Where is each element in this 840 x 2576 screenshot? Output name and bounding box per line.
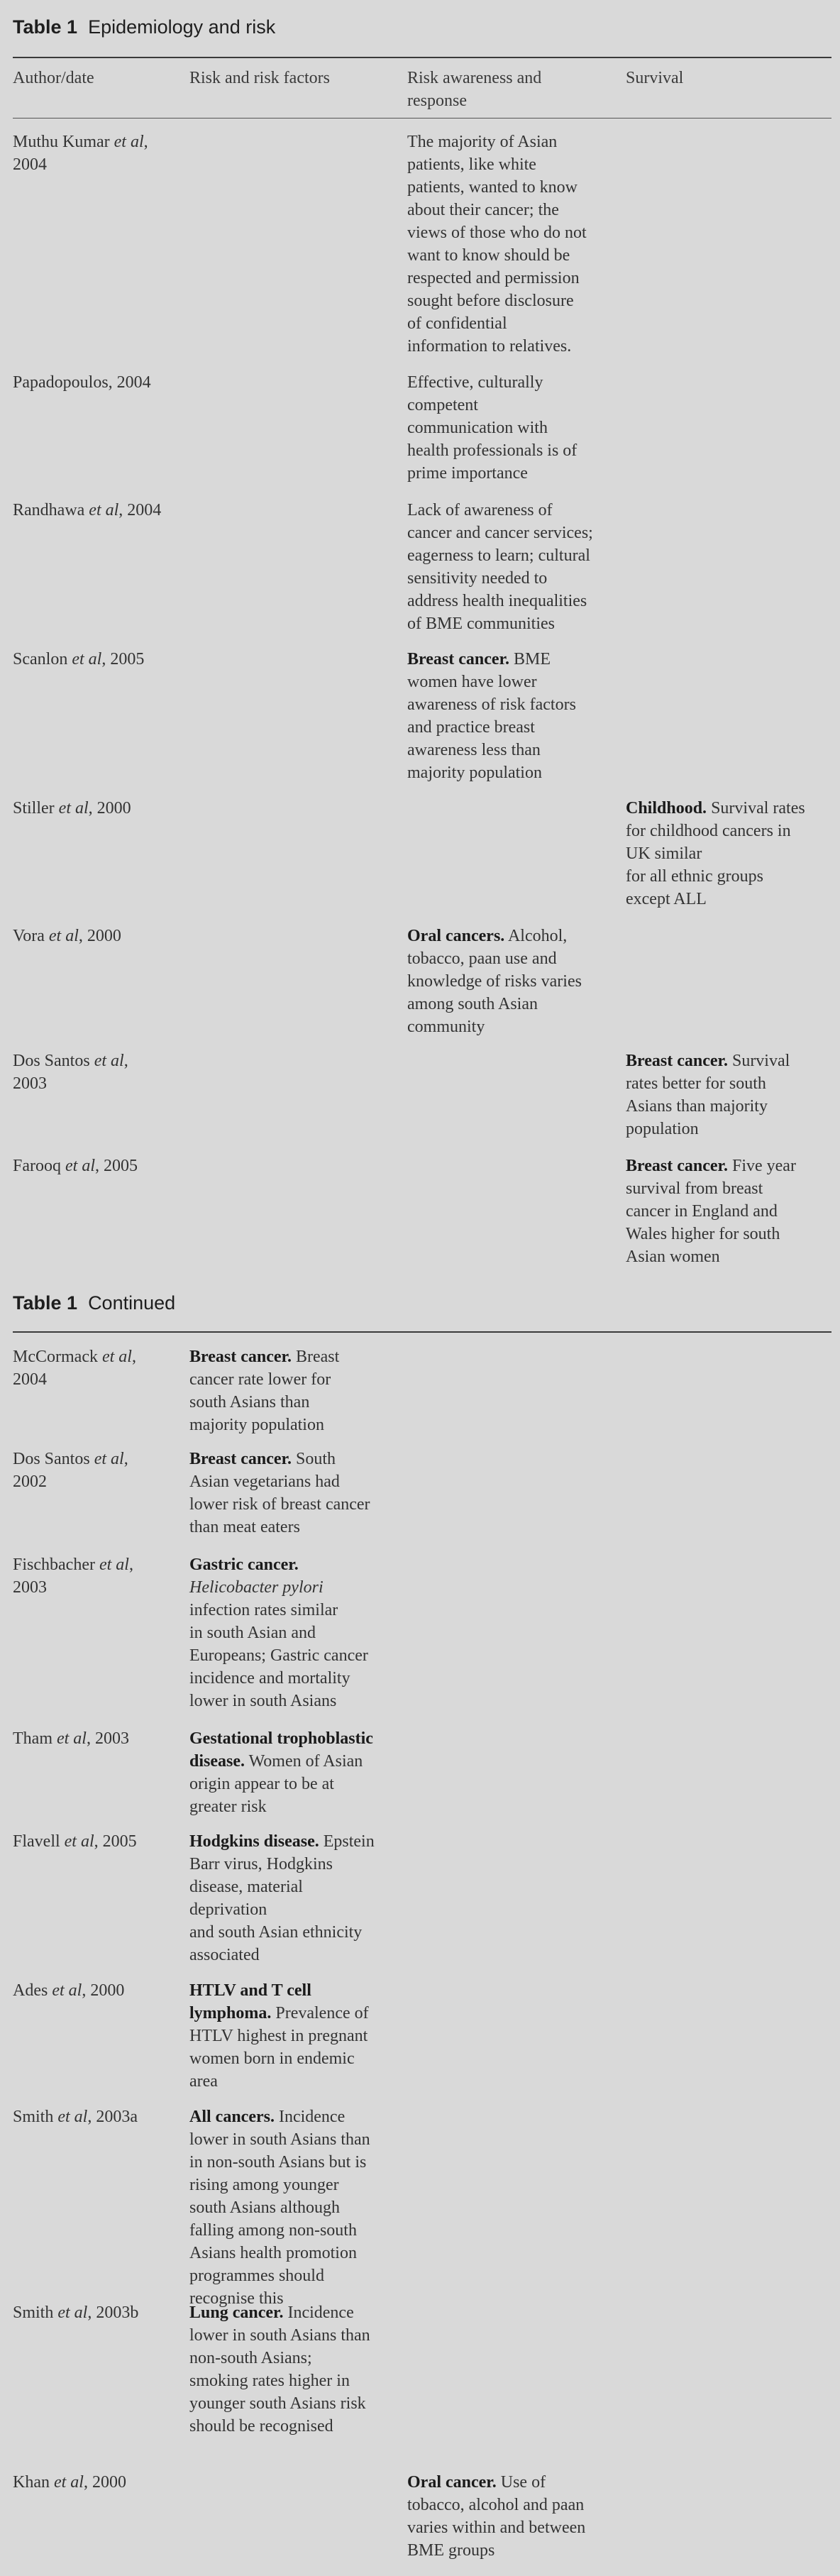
survival-cell <box>626 1050 831 1140</box>
continued-top-rule <box>13 1331 831 1333</box>
awareness-cell <box>407 2471 613 2562</box>
risk-text: Women of Asian origin appear to be at greater risk <box>189 1752 363 1816</box>
awareness-cell: Effective, culturally competent communication with health professionals is of prime importance <box>407 373 578 483</box>
risk-cell <box>189 1979 395 2093</box>
author-cell: Scanlon et al, 2005 <box>13 650 145 668</box>
cancer-type-label: Lung cancer. <box>189 2303 284 2322</box>
cancer-type-label: Breast cancer. <box>626 1052 728 1070</box>
cancer-type-label: Oral cancers. <box>407 927 505 945</box>
author-cell: Ades et al, 2000 <box>13 1981 125 2000</box>
risk-text: Incidence lower in south Asians than non-south Asians; smoking rates higher in younger south Asians risk should be recognised <box>189 2303 370 2435</box>
author-cell: Flavell et al, 2005 <box>13 1832 137 1851</box>
survival-cell <box>626 1155 831 1268</box>
author-cell: McCormack et al, 2004 <box>13 1348 136 1389</box>
author-cell: Fischbacher et al, 2003 <box>13 1556 133 1597</box>
author-cell: Dos Santos et al, 2003 <box>13 1052 128 1093</box>
table-caption: Continued <box>88 1292 176 1314</box>
author-cell: Tham et al, 2003 <box>13 1729 129 1748</box>
pathogen-name: Helicobacter pylori <box>189 1578 324 1597</box>
awareness-cell <box>407 925 613 1038</box>
cancer-type-label: Breast cancer. <box>626 1157 728 1175</box>
header-risk: Risk and risk factors <box>189 69 330 87</box>
risk-text: South Asian vegetarians had lower risk of breast cancer than meat eaters <box>189 1450 370 1536</box>
table-1-continued <box>13 1290 831 1316</box>
cancer-type-label: Breast cancer. <box>189 1348 292 1366</box>
cancer-type-label: Gastric cancer. <box>189 1556 299 1574</box>
awareness-cell: The majority of Asian patients, like white patients, wanted to know about their cancer; the views of those who do not want to know should be respected and permission sought before disclosure of confidential information to relatives. <box>407 133 587 356</box>
risk-text: Incidence lower in south Asians than in non-south Asians but is rising among younger south Asians although falling among non-south Asians health promotion programmes should recognise this <box>189 2108 370 2308</box>
author-cell: Smith et al, 2003b <box>13 2303 139 2322</box>
cancer-type-label: Breast cancer. <box>407 650 509 668</box>
header-survival: Survival <box>626 69 684 87</box>
survival-text: Survival rates better for south Asians than majority population <box>626 1052 790 1138</box>
header-bottom-rule <box>13 118 831 119</box>
survival-cell <box>626 797 831 910</box>
author-cell: Dos Santos et al, 2002 <box>13 1450 128 1491</box>
table-label: Table 1 <box>13 16 78 38</box>
awareness-cell <box>407 648 613 784</box>
risk-text: Prevalence of HTLV highest in pregnant women born in endemic area <box>189 2004 369 2091</box>
author-cell: Vora et al, 2000 <box>13 927 121 945</box>
table-caption: Epidemiology and risk <box>88 16 276 38</box>
author-cell: Stiller et al, 2000 <box>13 799 131 818</box>
header-author: Author/date <box>13 69 94 87</box>
cancer-type-label: Oral cancer. <box>407 2473 497 2492</box>
table-header-row <box>13 58 831 118</box>
cancer-type-label: Gestational trophoblastic disease. <box>189 1729 373 1771</box>
author-cell: Randhawa et al, 2004 <box>13 501 162 519</box>
awareness-text: Use of tobacco, alcohol and paan varies within and between BME groups <box>407 2473 586 2560</box>
cancer-type-label: Childhood. <box>626 799 707 818</box>
table-1-continued-title <box>13 1290 831 1316</box>
cancer-type-label: Hodgkins disease. <box>189 1832 319 1851</box>
awareness-cell: Lack of awareness of cancer and cancer services; eagerness to learn; cultural sensitivity needed to address health inequalities of BME communities <box>407 501 593 633</box>
table-1-title <box>13 14 831 40</box>
risk-cell <box>189 1553 395 1712</box>
awareness-text: BME women have lower awareness of risk factors and practice breast awareness less than majority population <box>407 650 576 782</box>
survival-text: Survival rates for childhood cancers in UK similar for all ethnic groups except ALL <box>626 799 805 908</box>
table-label: Table 1 <box>13 1292 78 1314</box>
risk-cell <box>189 1830 395 1966</box>
table-1 <box>13 14 831 40</box>
risk-cell <box>189 1345 395 1436</box>
author-cell: Papadopoulos, 2004 <box>13 373 151 392</box>
risk-cell <box>189 1727 395 1818</box>
risk-text: Epstein Barr virus, Hodgkins disease, material deprivation and south Asian ethnicity associated <box>189 1832 375 1964</box>
survival-text: Five year survival from breast cancer in England and Wales higher for south Asian women <box>626 1157 796 1266</box>
cancer-type-label: Breast cancer. <box>189 1450 292 1468</box>
risk-text: infection rates similar in south Asian and Europeans; Gastric cancer incidence and mortality lower in south Asians <box>189 1601 368 1710</box>
cancer-type-label: HTLV and T cell lymphoma. <box>189 1981 311 2022</box>
awareness-text: Alcohol, tobacco, paan use and knowledge of risks varies among south Asian community <box>407 927 582 1036</box>
author-cell: Farooq et al, 2005 <box>13 1157 138 1175</box>
header-awareness: Risk awareness and response <box>407 69 542 110</box>
cancer-type-label: All cancers. <box>189 2108 275 2126</box>
risk-cell <box>189 2106 395 2310</box>
risk-cell <box>189 1448 395 1539</box>
risk-text: Breast cancer rate lower for south Asians than majority population <box>189 1348 340 1434</box>
author-cell: Smith et al, 2003a <box>13 2108 138 2126</box>
author-cell: Khan et al, 2000 <box>13 2473 126 2492</box>
author-cell: Muthu Kumar et al, 2004 <box>13 133 148 174</box>
risk-cell <box>189 2301 395 2438</box>
